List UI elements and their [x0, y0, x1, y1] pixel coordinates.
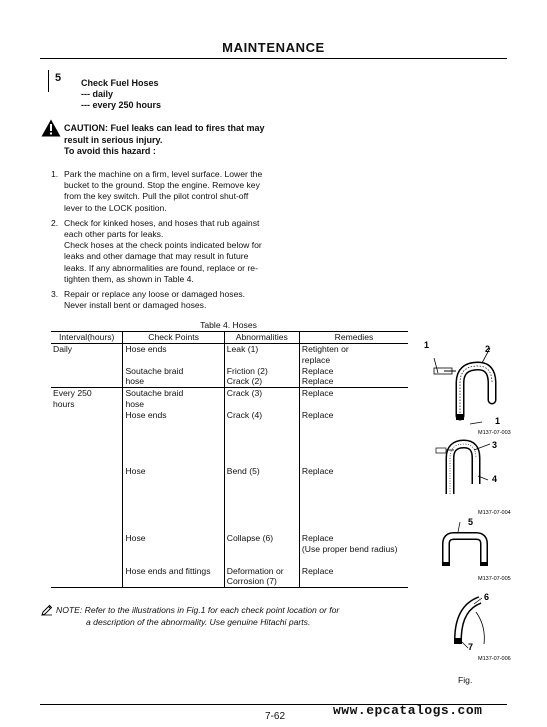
table-cell: Hose [123, 533, 224, 544]
table-cell: (Use proper bend radius) [299, 544, 408, 566]
table-cell: Deformation or [224, 566, 299, 577]
callout-7: 7 [468, 642, 474, 652]
note-line-1: NOTE: Refer to the illustrations in Fig.1 for each check point location or for [56, 605, 340, 615]
column-header: Remedies [299, 332, 408, 344]
table-cell [224, 399, 299, 410]
step-3 [51, 289, 286, 311]
step-text-line: leaks. If any abnormalities are found, replace or re- [64, 262, 258, 273]
table-cell: Leak (1) [224, 344, 299, 355]
table-cell: Every 250 [53, 388, 92, 399]
table-cell: Hose ends [123, 344, 224, 355]
step-text-line: each other parts for leaks. [64, 229, 164, 240]
table-cell: Crack (4) [224, 410, 299, 466]
caution-line-3: To avoid this hazard : [64, 146, 156, 156]
callout-3: 3 [492, 440, 498, 450]
step-text-line: Park the machine on a firm, level surface. Lower the [64, 169, 263, 179]
table-cell: Daily [53, 344, 73, 354]
table-cell: Corrosion (7) [224, 576, 299, 587]
table-cell [51, 355, 123, 366]
table-cell [299, 399, 408, 410]
table-cell: Replace [299, 533, 408, 544]
table-row [51, 388, 408, 399]
watermark-link[interactable]: www.epcatalogs.com [333, 703, 483, 718]
table-cell [123, 544, 224, 566]
table-row [51, 355, 408, 366]
step-text-line: lever to the LOCK position. [64, 202, 167, 213]
table-cell: hose [123, 399, 224, 410]
figure-code: M137-07-005 [478, 576, 511, 582]
section-heading [81, 78, 161, 111]
figure-label: Fig. [458, 675, 473, 685]
table-cell: Hose ends [123, 410, 224, 466]
column-header: Check Points [123, 332, 224, 344]
step-number: 2. [51, 217, 59, 228]
table-row [51, 399, 408, 410]
table-cell: Collapse (6) [224, 533, 299, 544]
table-cell [51, 566, 123, 577]
callout-6: 6 [484, 592, 490, 602]
step-text-line: Repair or replace any loose or damaged hoses. [64, 289, 246, 300]
hose-bend-illustration [430, 516, 520, 586]
note-pencil-icon [41, 604, 53, 616]
table-cell [51, 466, 123, 533]
hose-crack-illustration [430, 436, 520, 518]
table-cell [51, 576, 123, 587]
table-cell [123, 576, 224, 587]
step-text-line: bucket to the ground. Stop the engine. Remove key [64, 180, 260, 191]
table-cell: replace [299, 355, 408, 366]
table-cell: Bend (5) [224, 466, 299, 533]
table-cell: Replace [299, 376, 408, 387]
step-text-line: Never install bent or damaged hoses. [64, 300, 207, 311]
table-cell: Replace [299, 366, 408, 377]
caution-block [64, 123, 304, 158]
table-cell: Hose [123, 466, 224, 533]
figure-code: M137-07-004 [478, 510, 511, 516]
table-cell [299, 576, 408, 587]
step-1 [51, 169, 286, 214]
step-text-line: from the key switch. Pull the pilot control shut-off [64, 191, 249, 202]
caution-line-2: result in serious injury. [64, 134, 163, 145]
table-row [51, 366, 408, 377]
header-divider [40, 58, 507, 59]
caution-line-1: CAUTION: Fuel leaks can lead to fires that may [64, 123, 265, 133]
step-number: 1. [51, 169, 59, 179]
table-cell: Crack (3) [224, 388, 299, 399]
table-cell: Soutache braid [123, 388, 224, 399]
section-interval-daily: --- daily [81, 89, 114, 99]
note-block [56, 605, 376, 628]
table-cell: Hose ends and fittings [123, 566, 224, 577]
table-cell [51, 376, 123, 387]
table-row [51, 344, 408, 355]
table-cell: Replace [299, 466, 408, 533]
table-row [51, 466, 408, 533]
table-cell: Friction (2) [224, 366, 299, 377]
table-cell: Replace [299, 388, 408, 399]
table-cell: Replace [299, 410, 408, 466]
callout-1: 1 [424, 340, 430, 350]
table-cell [51, 533, 123, 544]
table-row [51, 544, 408, 566]
hoses-table [51, 331, 408, 588]
table-row [51, 566, 408, 577]
step-2 [51, 218, 286, 285]
table-cell [123, 355, 224, 366]
table-cell: Replace [299, 566, 408, 577]
callout-5: 5 [468, 517, 474, 527]
table-cell: hours [53, 398, 75, 409]
table-cell [51, 410, 123, 466]
hose-leak-friction-illustration [420, 338, 520, 438]
callout-1b: 1 [495, 416, 501, 426]
step-number: 3. [51, 289, 59, 300]
table-cell [51, 544, 123, 566]
table-row [51, 410, 408, 466]
table-cell: Crack (2) [224, 376, 299, 387]
caution-warning-icon [41, 119, 61, 137]
callout-4: 4 [492, 474, 498, 484]
note-line-2: a description of the abnormality. Use genuine Hitachi parts. [86, 616, 311, 627]
table-cell [51, 366, 123, 377]
table-row [51, 376, 408, 387]
figure-code: M137-07-006 [478, 656, 511, 662]
section-number: 5 [55, 72, 62, 84]
table-cell: Soutache braid [123, 366, 224, 377]
column-header: Abnormalities [224, 332, 299, 344]
table-cell: hose [123, 376, 224, 387]
section-title: Check Fuel Hoses [81, 78, 159, 88]
hose-collapse-corrosion-illustration [440, 590, 520, 664]
table-cell [224, 355, 299, 366]
step-text-line: Check for kinked hoses, and hoses that rub against [64, 217, 260, 228]
page-title: MAINTENANCE [222, 40, 325, 55]
column-header: Interval(hours) [51, 332, 123, 344]
figure-code: M137-07-003 [478, 430, 511, 436]
callout-2: 2 [485, 344, 491, 354]
table-cell [224, 544, 299, 566]
procedure-steps [51, 169, 286, 315]
step-text-line: tighten them, as shown in Table 4. [64, 273, 194, 284]
table-cell: Retighten or [299, 344, 408, 355]
table-row [51, 576, 408, 587]
section-marker [48, 70, 49, 92]
page-number: 7-62 [265, 711, 286, 722]
section-interval-250: --- every 250 hours [81, 100, 162, 110]
step-text-line: leaks and other damage that may result in future [64, 251, 249, 262]
table-row [51, 533, 408, 544]
step-text-line: Check hoses at the check points indicated below for [64, 240, 262, 251]
table-header-row [51, 332, 408, 344]
table-caption: Table 4. Hoses [200, 320, 257, 330]
